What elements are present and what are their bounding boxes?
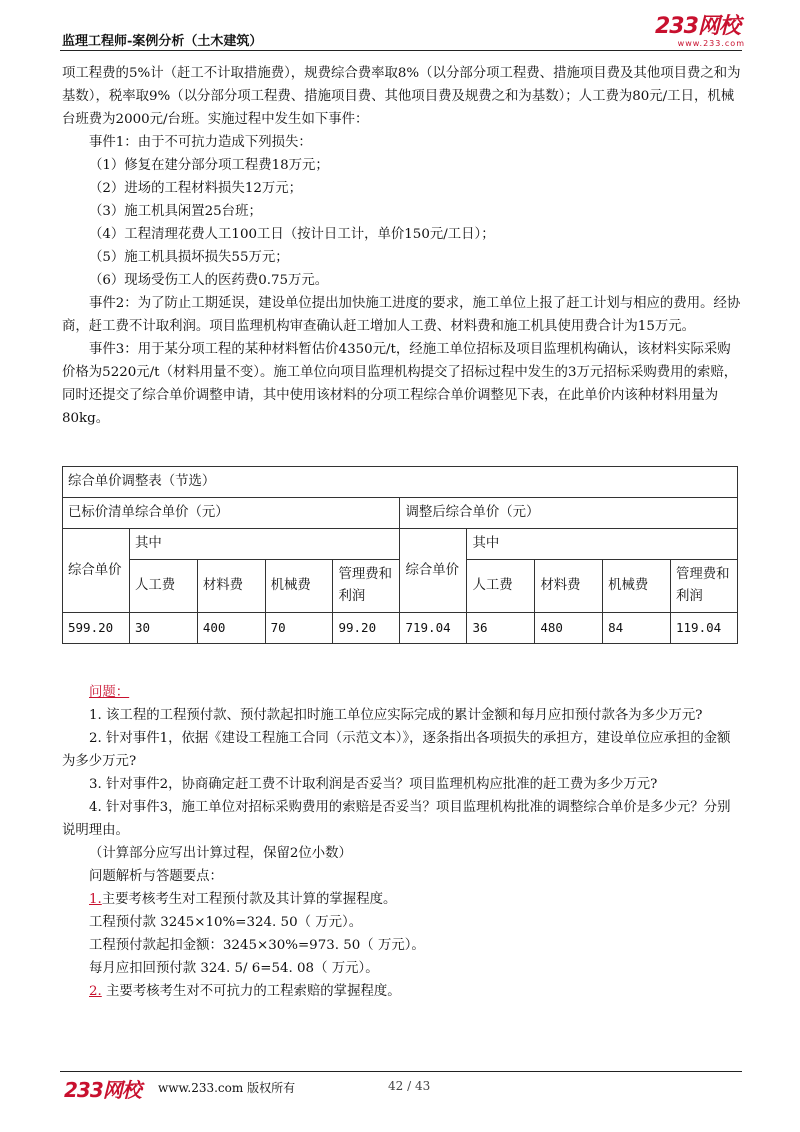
right-group-header: 调整后综合单价（元）	[400, 498, 738, 529]
answer-1-number: 1.	[89, 892, 102, 907]
answer-1-text: 主要考核考生对工程预付款及其计算的掌握程度。	[101, 892, 397, 907]
footer-copyright: www.233.com 版权所有	[158, 1081, 296, 1095]
footer-logo: 233网校	[64, 1078, 141, 1102]
loss-item: （3）施工机具闲置25台班；	[89, 204, 262, 219]
header-divider	[60, 50, 742, 51]
answer-2-number: 2.	[89, 984, 102, 999]
table-title: 综合单价调整表（节选）	[63, 467, 738, 498]
loss-item: （4）工程清理花费人工100工日（按计日工计，单价150元/工日）；	[89, 227, 495, 242]
unit-price-adjustment-table	[62, 466, 738, 644]
table-cell: 119.04	[671, 613, 738, 644]
col-header: 管理费和利润	[333, 560, 400, 613]
table-cell: 36	[467, 613, 535, 644]
table-cell: 599.20	[63, 613, 130, 644]
table-cell: 99.20	[333, 613, 400, 644]
brand-logo	[655, 16, 745, 50]
among-label: 其中	[130, 529, 400, 560]
col-header: 材料费	[535, 560, 603, 613]
unit-price-label: 综合单价	[63, 529, 130, 613]
table-cell: 30	[130, 613, 198, 644]
logo-url: www.233.com	[677, 39, 745, 48]
col-header: 机械费	[603, 560, 671, 613]
col-header: 机械费	[265, 560, 333, 613]
left-group-header: 已标价清单综合单价（元）	[63, 498, 400, 529]
loss-item: （2）进场的工程材料损失12万元；	[89, 181, 303, 196]
question-item: 2. 针对事件1，依据《建设工程施工合同（示范文本）》，逐条指出各项损失的承担方，建设单位应承担的金额为多少万元?	[62, 731, 731, 769]
loss-item: （5）施工机具损坏损失55万元；	[89, 250, 289, 265]
answer-line: 工程预付款起扣金额：3245×30%=973. 50（ 万元）。	[89, 938, 425, 953]
table-cell: 480	[535, 613, 603, 644]
header-title: 监理工程师-案例分析（土木建筑）	[62, 34, 263, 49]
event-2-paragraph: 事件2：为了防止工期延误，建设单位提出加快施工进度的要求，施工单位上报了赶工计划与相应的费用。经协商，赶工费不计取利润。项目监理机构审查确认赶工增加人工费、材料费和施工机具使用费合计为15万元。	[62, 296, 741, 334]
calc-note: （计算部分应写出计算过程，保留2位小数）	[89, 846, 352, 861]
answers-heading: 问题解析与答题要点：	[89, 869, 223, 884]
question-item: 3. 针对事件2，协商确定赶工费不计取利润是否妥当？项目监理机构应批准的赶工费为多少万元?	[89, 777, 658, 792]
logo-wordmark: 233网校	[655, 14, 740, 39]
table-cell: 719.04	[400, 613, 467, 644]
page-number: 42 / 43	[388, 1079, 431, 1093]
table-cell: 70	[265, 613, 333, 644]
footer-divider	[60, 1071, 742, 1072]
event-3-paragraph: 事件3：用于某分项工程的某种材料暂估价4350元/t，经施工单位招标及项目监理机构确认，该材料实际采购价格为5220元/t（材料用量不变）。施工单位向项目监理机构提交了招标过程中发生的3万元招标采购费用的索赔，同时还提交了综合单价调整申请，其中使用该材料的分项工程综合单价调整见下表，在此单价内该种材料用量为80kg。	[62, 342, 738, 426]
event-1-title: 事件1：由于不可抗力造成下列损失：	[89, 135, 312, 150]
table-cell: 400	[197, 613, 265, 644]
case-description	[62, 62, 742, 430]
answer-2-text: 主要考核考生对不可抗力的工程索赔的掌握程度。	[101, 984, 401, 999]
questions-label: 问题：	[89, 685, 130, 700]
question-item: 4. 针对事件3，施工单位对招标采购费用的索赔是否妥当？项目监理机构批准的调整综合单价是多少元？分别说明理由。	[62, 800, 731, 838]
question-item: 1. 该工程的工程预付款、预付款起扣时施工单位应实际完成的累计金额和每月应扣预付款各为多少万元?	[89, 708, 703, 723]
loss-item: （6）现场受伤工人的医药费0.75万元。	[89, 273, 329, 288]
answer-line: 工程预付款 3245×10%=324. 50（ 万元）。	[89, 915, 363, 930]
table-cell: 84	[603, 613, 671, 644]
col-header: 人工费	[130, 560, 198, 613]
unit-price-label: 综合单价	[400, 529, 467, 613]
col-header: 人工费	[467, 560, 535, 613]
paragraph: 项工程费的5%计（赶工不计取措施费），规费综合费率取8%（以分部分项工程费、措施项目费及其他项目费之和为基数），税率取9%（以分部分项工程费、措施项目费、其他项目费及规费之和为基数）；人工费为80元/工日，机械台班费为2000元/台班。实施过程中发生如下事件：	[62, 66, 741, 127]
questions-and-answers	[62, 681, 742, 1003]
answer-line: 每月应扣回预付款 324. 5/ 6=54. 08（ 万元）。	[89, 961, 379, 976]
among-label: 其中	[467, 529, 738, 560]
col-header: 管理费和利润	[671, 560, 738, 613]
loss-item: （1）修复在建分部分项工程费18万元；	[89, 158, 329, 173]
col-header: 材料费	[197, 560, 265, 613]
